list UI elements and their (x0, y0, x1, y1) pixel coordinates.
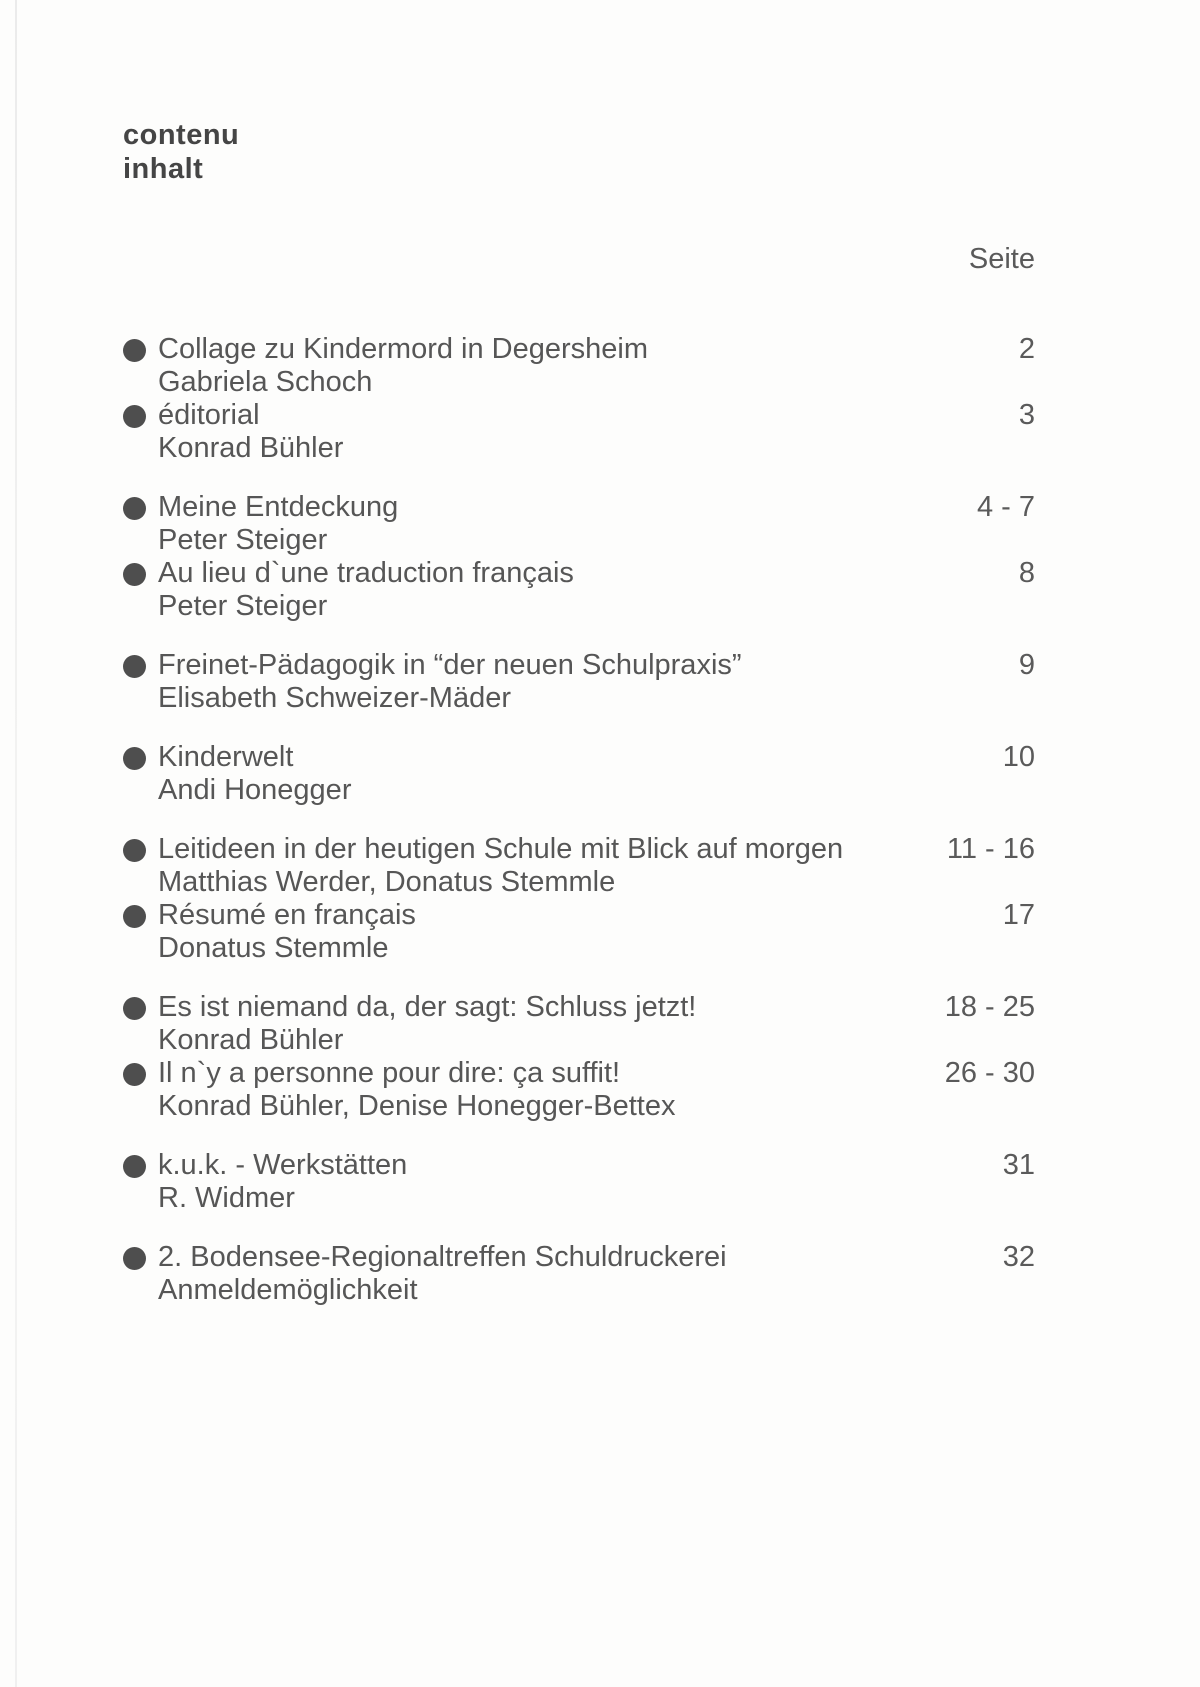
page-title (123, 118, 239, 186)
entry-text (158, 399, 895, 465)
entry-title: Collage zu Kindermord in Degersheim (158, 333, 649, 365)
entry-title: Il n`y a personne pour dire: ça suffit! (158, 1057, 621, 1089)
toc-entry (123, 1057, 1035, 1123)
page-title-line-fr: contenu (123, 119, 240, 151)
entry-title: Leitideen in der heutigen Schule mit Blick auf morgen (158, 833, 844, 865)
entry-text (158, 1149, 895, 1215)
entry-page-number: 17 (1002, 899, 1035, 931)
toc-entry (123, 1241, 1035, 1307)
entry-title: éditorial (158, 399, 260, 431)
page-title-line-de: inhalt (123, 153, 204, 185)
entry-title: Résumé en français (158, 899, 416, 931)
page-column-header: Seite (968, 243, 1035, 275)
bullet-icon (123, 563, 146, 586)
entry-page-number: 31 (1002, 1149, 1035, 1181)
entry-subtitle: Andi Honegger (158, 774, 352, 806)
entry-text (158, 491, 895, 557)
entry-text (158, 991, 895, 1057)
entry-text (158, 333, 895, 399)
entry-title: Es ist niemand da, der sagt: Schluss jetzt! (158, 991, 697, 1023)
entry-title: Au lieu d`une traduction français (158, 557, 574, 589)
toc-entry (123, 1149, 1035, 1215)
entry-text (158, 833, 895, 899)
toc-entry (123, 899, 1035, 965)
entry-page-number: 18 - 25 (944, 991, 1035, 1023)
bullet-icon (123, 339, 146, 362)
toc-entry (123, 399, 1035, 465)
entry-title: Kinderwelt (158, 741, 294, 773)
bullet-icon (123, 747, 146, 770)
entry-subtitle: Gabriela Schoch (158, 366, 373, 398)
bullet-icon (123, 1063, 146, 1086)
entry-page-number: 32 (1002, 1241, 1035, 1273)
entry-page-number: 11 - 16 (946, 833, 1035, 865)
entry-text (158, 899, 895, 965)
toc-entry (123, 649, 1035, 715)
entry-subtitle: Donatus Stemmle (158, 932, 389, 964)
entry-text (158, 649, 895, 715)
entry-page-number: 4 - 7 (976, 491, 1035, 523)
entry-title: 2. Bodensee-Regionaltreffen Schuldruckerei (158, 1241, 727, 1273)
bullet-icon (123, 905, 146, 928)
entry-page-number: 3 (1018, 399, 1035, 431)
bullet-icon (123, 655, 146, 678)
entry-page-number: 9 (1018, 649, 1035, 681)
entry-text (158, 1241, 895, 1307)
toc-entry (123, 557, 1035, 623)
scan-edge-artifact (15, 0, 17, 1687)
entry-title: k.u.k. - Werkstätten (158, 1149, 408, 1181)
entry-subtitle: Konrad Bühler (158, 432, 344, 464)
entry-page-number: 10 (1002, 741, 1035, 773)
entry-page-number: 8 (1018, 557, 1035, 589)
toc-entry (123, 741, 1035, 807)
bullet-icon (123, 497, 146, 520)
entry-title: Meine Entdeckung (158, 491, 399, 523)
toc-entry (123, 991, 1035, 1057)
entry-subtitle: Konrad Bühler (158, 1024, 344, 1056)
toc-entry (123, 333, 1035, 399)
bullet-icon (123, 839, 146, 862)
entry-title: Freinet-Pädagogik in “der neuen Schulpraxis” (158, 649, 742, 681)
toc-entry (123, 491, 1035, 557)
bullet-icon (123, 997, 146, 1020)
entry-subtitle: Konrad Bühler, Denise Honegger-Bettex (158, 1090, 676, 1122)
toc-entry (123, 833, 1035, 899)
entry-text (158, 1057, 895, 1123)
entry-subtitle: Matthias Werder, Donatus Stemmle (158, 866, 616, 898)
entry-subtitle: R. Widmer (158, 1182, 295, 1214)
entry-subtitle: Peter Steiger (158, 524, 328, 556)
entry-text (158, 741, 895, 807)
entry-subtitle: Anmeldemöglichkeit (158, 1274, 418, 1306)
bullet-icon (123, 405, 146, 428)
entry-subtitle: Peter Steiger (158, 590, 328, 622)
table-of-contents (123, 333, 1035, 1307)
entry-text (158, 557, 895, 623)
entry-page-number: 26 - 30 (944, 1057, 1035, 1089)
entry-page-number: 2 (1018, 333, 1035, 365)
entry-subtitle: Elisabeth Schweizer-Mäder (158, 682, 511, 714)
bullet-icon (123, 1247, 146, 1270)
bullet-icon (123, 1155, 146, 1178)
